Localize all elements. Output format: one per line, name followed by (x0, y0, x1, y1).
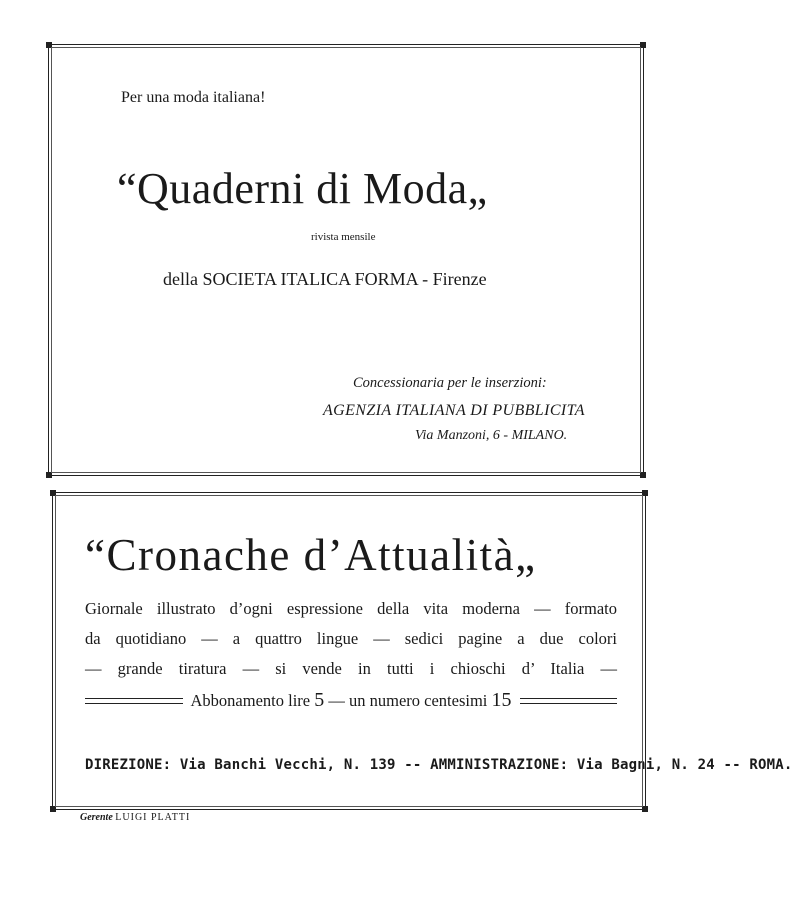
corner-ornament (50, 806, 56, 812)
corner-ornament (642, 806, 648, 812)
corner-ornament (50, 490, 56, 496)
manager-name: LUIGI PLATTI (115, 812, 191, 823)
quaderni-di-moda-advertisement (48, 44, 644, 476)
magazine-title: “Quaderni di Moda„ (117, 164, 488, 213)
agency-name: AGENZIA ITALIANA DI PUBBLICITA (323, 402, 585, 419)
manager-credit (80, 812, 190, 823)
newspaper-title: “Cronache d’Attualità„ (85, 530, 537, 580)
magazine-subtitle: rivista mensile (311, 231, 376, 243)
corner-ornament (46, 472, 52, 478)
corner-ornament (642, 490, 648, 496)
publisher-line: della SOCIETA ITALICA FORMA - Firenze (163, 269, 487, 289)
issue-price: 15 (491, 689, 512, 711)
issue-label: — un numero centesimi (328, 691, 488, 710)
description-line: Giornale illustrato d’ogni espressione della vita moderna — formato (85, 599, 617, 618)
manager-label: Gerente (80, 812, 113, 823)
subscription-price: 5 (314, 689, 325, 711)
address-footer: DIREZIONE: Via Banchi Vecchi, N. 139 -- AMMINISTRAZIONE: Via Bagni, N. 24 -- ROMA. (85, 757, 793, 773)
description-line: — grande tiratura — si vende in tutti i chioschi d’ Italia — (85, 659, 617, 678)
description-line: da quotidiano — a quattro lingue — sedici pagine a due colori (85, 629, 617, 648)
cronache-attualita-advertisement (52, 492, 793, 810)
subscription-text (191, 689, 512, 712)
concessionaire-label: Concessionaria per le inserzioni: (353, 375, 547, 391)
corner-ornament (640, 472, 646, 478)
double-rule-divider (520, 698, 618, 704)
double-rule-divider (85, 698, 183, 704)
corner-ornament (46, 42, 52, 48)
corner-ornament (640, 42, 646, 48)
slogan: Per una moda italiana! (121, 89, 266, 106)
subscription-line (85, 689, 617, 712)
subscription-label: Abbonamento lire (190, 691, 311, 710)
agency-address: Via Manzoni, 6 - MILANO. (415, 428, 568, 443)
